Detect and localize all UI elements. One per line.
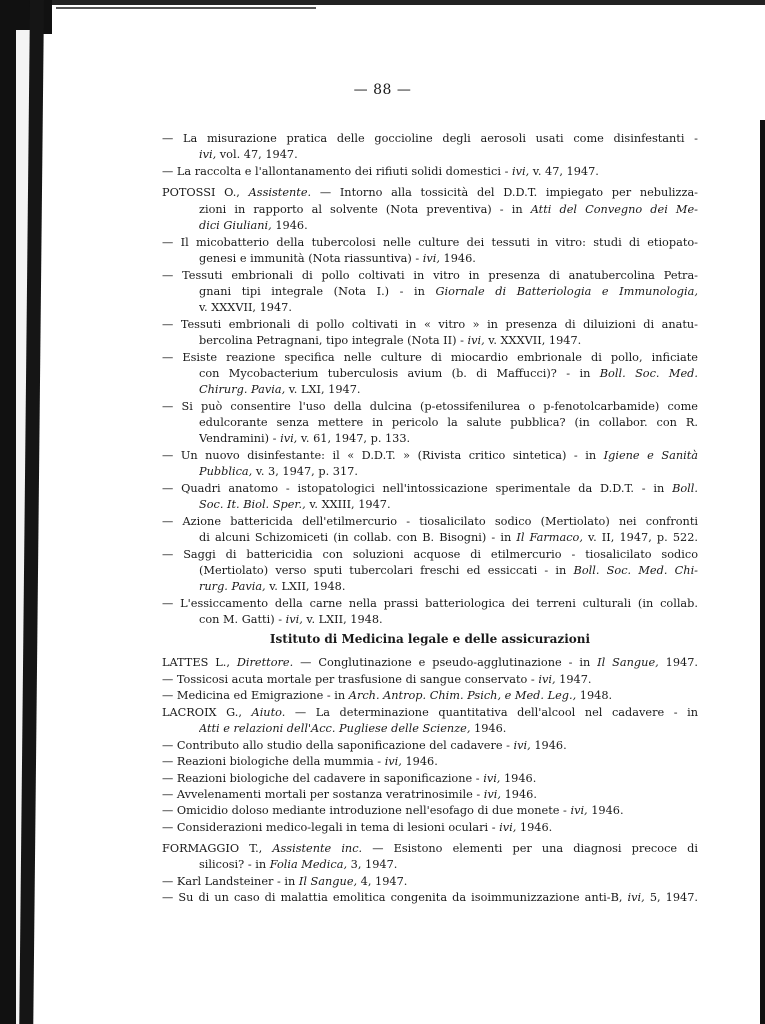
italic-citation: ivi, bbox=[513, 739, 531, 752]
italic-citation: ivi, bbox=[499, 821, 517, 834]
text-line bbox=[199, 858, 698, 872]
section-heading: Istituto di Medicina legale e delle assicurazioni bbox=[269, 632, 591, 646]
text-line bbox=[162, 318, 698, 332]
text-line bbox=[199, 531, 698, 545]
text-line bbox=[199, 367, 698, 381]
text-span: — Un nuovo disinfestante: il « D.D.T. » (Rivista critico sintetica) - in bbox=[162, 449, 604, 462]
text-span: 5, 1947. bbox=[644, 891, 698, 904]
text-line bbox=[162, 400, 698, 414]
text-span: (Mertiolato) verso sputi tubercolari freschi ed essiccati - in bbox=[199, 564, 574, 577]
italic-citation: ivi, bbox=[627, 891, 645, 904]
text-span: v. LXI, 1947. bbox=[285, 383, 361, 396]
text-span: — L'essiccamento della carne nella prassi batteriologica dei terreni culturali (in collab. bbox=[162, 597, 698, 610]
text-line bbox=[162, 772, 698, 786]
text-line bbox=[199, 722, 698, 736]
text-span: — Reazioni biologiche del cadavere in saponificazione - bbox=[162, 772, 484, 785]
text-line bbox=[199, 465, 698, 479]
text-line bbox=[162, 449, 698, 463]
text-span: 1946. bbox=[500, 772, 537, 785]
text-span: FORMAGGIO T., bbox=[162, 842, 273, 855]
text-line bbox=[199, 613, 698, 627]
italic-citation: ivi, bbox=[483, 788, 501, 801]
text-span: — Contributo allo studio della saponificazione del cadavere - bbox=[162, 739, 514, 752]
text-span: 1947. bbox=[555, 673, 592, 686]
text-span: — La misurazione pratica delle goccioline degli aerosoli usati come disinfestanti - bbox=[162, 132, 698, 145]
text-line bbox=[162, 597, 698, 611]
italic-citation: ivi, bbox=[570, 804, 588, 817]
text-line bbox=[162, 689, 698, 703]
text-span: genesi e immunità (Nota riassuntiva) - bbox=[199, 252, 423, 265]
text-line bbox=[162, 755, 698, 769]
scan-binding-shadow bbox=[0, 0, 16, 1024]
italic-citation: Chirurg. Pavia, bbox=[199, 383, 286, 396]
italic-citation: Arch. Antrop. Chim. Psich, e Med. Leg., bbox=[348, 689, 577, 702]
italic-citation: Folia Medica, bbox=[269, 858, 348, 871]
text-span: 1948. bbox=[576, 689, 613, 702]
italic-citation: Il Sangue, bbox=[597, 656, 659, 669]
text-line bbox=[162, 706, 698, 720]
text-span: — Avvelenamenti mortali per sostanza veratrinosimile - bbox=[162, 788, 484, 801]
text-span: con M. Gatti) - bbox=[199, 613, 286, 626]
text-span: v. II, 1947, p. 522. bbox=[582, 531, 698, 544]
text-line bbox=[162, 515, 698, 529]
scan-top-edge-line bbox=[56, 7, 316, 9]
italic-citation: ivi, bbox=[422, 252, 440, 265]
text-span: silicosi? - in bbox=[199, 858, 270, 871]
text-span: 1946. bbox=[401, 755, 438, 768]
text-span: — Su di un caso di malattia emolitica congenita da isoimmunizzazione anti-B, bbox=[162, 891, 628, 904]
italic-citation: ivi, bbox=[285, 613, 303, 626]
italic-citation: Igiene e Sanità bbox=[603, 449, 698, 462]
text-line bbox=[199, 203, 698, 217]
scan-right-edge bbox=[760, 120, 765, 1024]
italic-citation: ivi, bbox=[280, 432, 298, 445]
italic-citation: Direttore. bbox=[236, 656, 294, 669]
scan-top-edge bbox=[52, 0, 765, 5]
italic-citation: Il Farmaco, bbox=[516, 531, 583, 544]
text-line bbox=[199, 564, 698, 578]
text-line bbox=[199, 383, 698, 397]
text-span: v. LXII, 1948. bbox=[302, 613, 383, 626]
text-span: — Esiste reazione specifica nelle culture di miocardio embrionale di pollo, inficiate bbox=[162, 351, 698, 364]
text-line bbox=[162, 548, 698, 562]
text-line bbox=[162, 236, 698, 250]
text-span: 1946. bbox=[530, 739, 567, 752]
italic-citation: ivi, bbox=[199, 148, 217, 161]
text-line bbox=[199, 416, 698, 430]
text-span: — Karl Landsteiner - in bbox=[162, 875, 299, 888]
italic-citation: dici Giuliani, bbox=[199, 219, 272, 232]
italic-citation: rurg. Pavia, bbox=[199, 580, 266, 593]
text-line bbox=[162, 788, 698, 802]
italic-citation: Il Sangue, bbox=[298, 875, 358, 888]
text-span: — Tossicosi acuta mortale per trasfusione di sangue conservato - bbox=[162, 673, 539, 686]
italic-citation: Boll. Soc. Med. bbox=[599, 367, 698, 380]
text-span: v. 61, 1947, p. 133. bbox=[297, 432, 411, 445]
text-span: — La raccolta e l'allontanamento dei rifiuti solidi domestici - bbox=[162, 165, 512, 178]
italic-citation: Atti del Convegno dei Me- bbox=[530, 203, 698, 216]
text-line bbox=[199, 432, 698, 446]
text-span: v. LXII, 1948. bbox=[265, 580, 346, 593]
text-span: — Esistono elementi per una diagnosi precoce di bbox=[362, 842, 698, 855]
text-line bbox=[199, 148, 698, 162]
page-number: — 88 — bbox=[353, 82, 412, 98]
italic-citation: ivi, bbox=[384, 755, 402, 768]
italic-citation: Boll. bbox=[672, 482, 698, 495]
text-span: LATTES L., bbox=[162, 656, 237, 669]
text-line bbox=[199, 334, 698, 348]
italic-citation: Soc. It. Biol. Sper., bbox=[199, 498, 306, 511]
text-span: Vendramini) - bbox=[199, 432, 281, 445]
text-span: 3, 1947. bbox=[347, 858, 398, 871]
text-span: 1946. bbox=[587, 804, 624, 817]
text-span: bercolina Petragnani, tipo integrale (Nota II) - bbox=[199, 334, 468, 347]
text-line bbox=[199, 252, 698, 266]
italic-citation: Atti e relazioni dell'Acc. Pugliese delle Scienze, bbox=[199, 722, 471, 735]
text-line bbox=[162, 269, 698, 283]
text-span: 1946. bbox=[516, 821, 553, 834]
text-span: v. XXIII, 1947. bbox=[305, 498, 391, 511]
italic-citation: Aiuto. bbox=[251, 706, 286, 719]
text-span: — Considerazioni medico-legali in tema di lesioni oculari - bbox=[162, 821, 500, 834]
text-span: 1946. bbox=[439, 252, 476, 265]
text-span: — Tessuti embrionali di pollo coltivati in « vitro » in presenza di diluizioni di anatu- bbox=[162, 318, 698, 331]
text-span: di alcuni Schizomiceti (in collab. con B. Bisogni) - in bbox=[199, 531, 517, 544]
text-span: — Saggi di battericidia con soluzioni acquose di etilmercurio - tiosalicilato sodico bbox=[162, 548, 698, 561]
text-line bbox=[162, 739, 698, 753]
italic-citation: ivi, bbox=[511, 165, 530, 178]
italic-citation: ivi, bbox=[483, 772, 501, 785]
text-span: — Intorno alla tossicità del D.D.T. impiegato per nebulizza- bbox=[311, 186, 698, 199]
text-span: — Reazioni biologiche della mummia - bbox=[162, 755, 385, 768]
text-span: v. 3, 1947, p. 317. bbox=[252, 465, 358, 478]
italic-citation: Giornale di Batteriologia e Immunologia, bbox=[435, 285, 698, 298]
italic-citation: Boll. Soc. Med. Chi- bbox=[573, 564, 698, 577]
text-span: — Quadri anatomo - istopatologici nell'intossicazione sperimentale da D.D.T. - in bbox=[162, 482, 673, 495]
text-span: POTOSSI O., bbox=[162, 186, 249, 199]
text-span: — Omicidio doloso mediante introduzione nell'esofago di due monete - bbox=[162, 804, 571, 817]
italic-citation: ivi, bbox=[538, 673, 556, 686]
text-span: — Tessuti embrionali di pollo coltivati in vitro in presenza di anatubercolina Petra- bbox=[162, 269, 698, 282]
text-line bbox=[162, 673, 698, 687]
text-span: LACROIX G., bbox=[162, 706, 252, 719]
text-span: v. XXXVII, 1947. bbox=[484, 334, 582, 347]
text-span: — La determinazione quantitativa dell'alcool nel cadavere - in bbox=[285, 706, 698, 719]
text-span: zioni in rapporto al solvente (Nota preventiva) - in bbox=[199, 203, 531, 216]
text-line bbox=[199, 219, 698, 233]
text-line bbox=[162, 842, 698, 856]
italic-citation: Assistente. bbox=[248, 186, 312, 199]
text-line bbox=[162, 891, 698, 905]
text-span: 1946. bbox=[271, 219, 308, 232]
italic-citation: Pubblica, bbox=[199, 465, 253, 478]
text-line bbox=[162, 656, 698, 670]
text-span: — Il micobatterio della tubercolosi nelle culture dei tessuti in vitro: studi di etiopato- bbox=[162, 236, 698, 249]
text-span: 1946. bbox=[470, 722, 507, 735]
text-line bbox=[162, 875, 698, 889]
text-span: gnani tipi integrale (Nota I.) - in bbox=[199, 285, 436, 298]
text-line bbox=[162, 186, 698, 200]
text-line bbox=[199, 580, 698, 594]
text-span: 1946. bbox=[500, 788, 537, 801]
text-span: 1947. bbox=[658, 656, 698, 669]
text-line bbox=[162, 165, 698, 179]
text-span: — Medicina ed Emigrazione - in bbox=[162, 689, 349, 702]
text-span: edulcorante senza mettere in pericolo la salute pubblica? (in collabor. con R. bbox=[199, 416, 698, 429]
text-span: v. XXXVII, 1947. bbox=[199, 301, 292, 314]
text-span: — Si può consentire l'uso della dulcina (p-etossifenilurea o p-fenotolcarbamide) come bbox=[162, 400, 698, 413]
text-line bbox=[162, 351, 698, 365]
italic-citation: Assistente inc. bbox=[272, 842, 363, 855]
text-span: — Conglutinazione e pseudo-agglutinazione - in bbox=[293, 656, 598, 669]
text-span: 4, 1947. bbox=[357, 875, 408, 888]
text-line bbox=[199, 285, 698, 299]
text-span: con Mycobacterium tuberculosis avium (b. di Maffucci)? - in bbox=[199, 367, 600, 380]
text-span: — Azione battericida dell'etilmercurio - tiosalicilato sodico (Mertiolato) nei confronti bbox=[162, 515, 698, 528]
text-line bbox=[199, 301, 698, 315]
text-line bbox=[162, 821, 698, 835]
text-span: v. 47, 1947. bbox=[529, 165, 599, 178]
text-span: vol. 47, 1947. bbox=[216, 148, 298, 161]
text-line bbox=[199, 498, 698, 512]
text-line bbox=[162, 132, 698, 146]
text-line bbox=[162, 482, 698, 496]
text-line bbox=[162, 804, 698, 818]
italic-citation: ivi, bbox=[467, 334, 485, 347]
